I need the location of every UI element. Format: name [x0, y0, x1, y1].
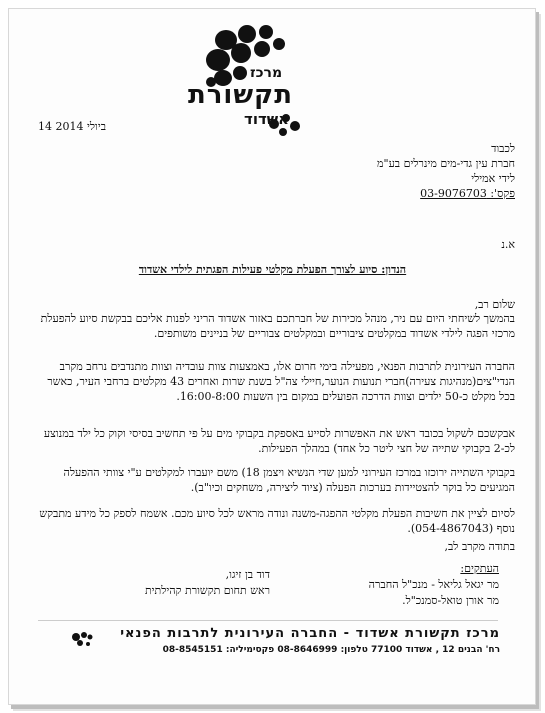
copies-line-1: מר יגאל גליאל - מנכ"ל החברה — [368, 578, 499, 591]
salutation-an: א.נ — [501, 238, 515, 251]
paragraph-3: אבקשכם לשקול בכובד ראש את האפשרות לסייע באספקת בקבוקי מים על פי תחשיב בסיסי וקוק כל ילד במנוצע לכ-2 בקבוקי שתייה של חצי ליטר כל אחד) במהלך הפעילות. — [43, 427, 515, 455]
paragraph-1: בהמשך לשיחתי היום עם ניר, מנהל מכירות של חברתכם באזור אשדוד הריני לפנות אליכם בבקשת סיוע להפעלת מרכזי הפגה לילדי אשדוד במקלטים ציבוריים ובמקלטים צבוריים של בניינים משותפים. — [40, 312, 515, 340]
recipient-fax: פקס': 03-9076703 — [420, 187, 515, 200]
footer-contact: רח' הבנים 12 , אשדוד 77100 טלפון: 08-8646999 פקסימיליה: 08-8545151 — [162, 645, 500, 655]
letter-subject: הנדון: סיוע לצורך הפעלת מקלטי פעילות הפגתית לילדי אשדוד — [138, 263, 407, 276]
recipient-block — [377, 141, 515, 201]
letter-date: 14 ביולי 2014 — [38, 120, 107, 133]
paragraph-2: החברה העירונית לתרבות הפנאי, מפעילה בימי חרום אלו, באמצעות צוות עובדיה וצוות מתנדבים נרחב מקרב הנדי"צים(מנהיגות צעירה)חברי תנועות הנוער,חיילי צה"ל בשנת שרות ואחרים 43 מקלטים ברחבי העיר, כאשר בכל מקלט כ-50 ילדים וצוות הדרכה הפועלים במקום בין השעות 16:00-8:00. — [47, 360, 515, 403]
paragraph-5: לסיום לציין את חשיבות הפעלת מקלטי ההפגה-משנה ונודה מראש לכל סיוע מכם. אשמח לספק כל מידע מתבקש נוסף (054-4867043). — [39, 507, 515, 535]
recipient-company: חברת עין גדי-מים מינרלים בע"מ — [377, 157, 515, 170]
footer-logo-icon — [70, 631, 96, 649]
footer-divider — [38, 620, 498, 621]
footer-organization: מרכז תקשורת אשדוד - החברה העירונית לתרבות הפנאי — [120, 626, 500, 641]
logo-text-ashdod: אשדוד — [244, 110, 290, 128]
copies-line-2: מר אורן טואל-סמנכ"ל. — [402, 594, 499, 607]
recipient-line: לכבוד — [491, 142, 515, 155]
logo-text-communication: תקשורת — [188, 80, 293, 110]
closing-thanks: בתודה מקרב לב, — [444, 540, 515, 553]
logo-text-center: מרכז — [250, 65, 283, 81]
copies-title: העתקים: — [460, 562, 499, 575]
greeting: שלום רב, — [474, 298, 515, 311]
footer — [100, 626, 500, 655]
paragraph-4: בקבוקי השתייה ירוכזו במרכז העירוני למען שדי הנשיא ויצמן 18) משם יועברו למקלטים ע"י צוותי ההפעלה המגיעים כל בוקר להצטיידות בערכות הפעלה (ציוד ליצירה, משחקים וכיו"ב). — [63, 466, 515, 494]
signature-block — [40, 567, 270, 599]
copies-block — [349, 561, 499, 609]
recipient-attention: לידי אמילי — [471, 172, 515, 185]
signature-role: ראש תחום תקשורת קהילתית — [144, 584, 270, 597]
signature-name: דוד בן זיגו, — [225, 568, 270, 581]
